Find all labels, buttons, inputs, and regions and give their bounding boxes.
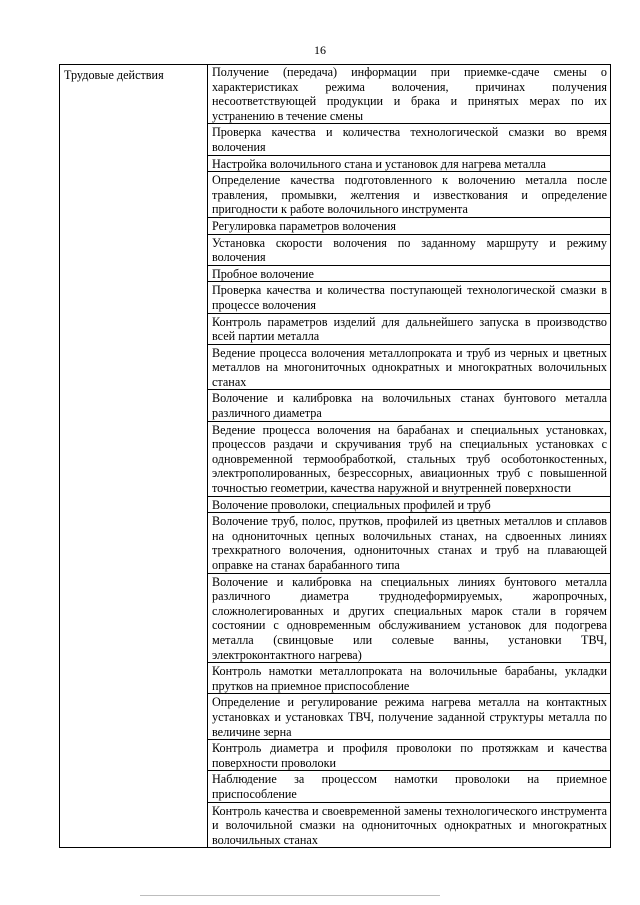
list-item: Определение и регулирование режима нагрева металла на контактных установках и установках ТВЧ, получение заданной структуры металла по величине зерна bbox=[208, 695, 610, 740]
list-item: Получение (передача) информации при приемке-сдаче смены о характеристиках режима волочения, причинах получения несоответствующей продукции и брака и принятых мерах по их устранению в течение смены bbox=[208, 65, 610, 124]
list-item: Волочение и калибровка на специальных линиях бунтового металла различного диаметра труднодеформируемых, жаропрочных, сложнолегированных и других специальных марок стали в горячем состоянии с одновременным обслуживанием установок для подогрева металла (свинцовые или солевые ванны, установки ТВЧ, электроконтактного нагрева) bbox=[208, 575, 610, 664]
list-item: Контроль диаметра и профиля проволоки по протяжкам и качества поверхности проволоки bbox=[208, 741, 610, 771]
actions-cell bbox=[208, 65, 611, 848]
list-item: Установка скорости волочения по заданному маршруту и режиму волочения bbox=[208, 236, 610, 266]
list-item: Настройка волочильного стана и установок для нагрева металла bbox=[208, 157, 610, 173]
list-item: Регулировка параметров волочения bbox=[208, 219, 610, 235]
list-item: Волочение труб, полос, прутков, профилей из цветных металлов и сплавов на однониточных цепных волочильных станах, на сдвоенных линиях трехкратного волочения, однониточных станах и труб на плавающей оправке на станах барабанного типа bbox=[208, 514, 610, 573]
list-item: Контроль качества и своевременной замены технологического инструмента и волочильной смазки на однониточных однократных и многократных волочильных станах bbox=[212, 803, 607, 847]
row-label: Трудовые действия bbox=[60, 65, 208, 848]
page-number: 16 bbox=[314, 43, 326, 57]
labor-actions-table bbox=[59, 64, 611, 848]
list-item: Ведение процесса волочения металлопроката и труб из черных и цветных металлов на многониточных однократных и многократных волочильных станах bbox=[208, 346, 610, 391]
list-item: Определение качества подготовленного к волочению металла после травления, промывки, желтения и известкования и определение пригодности к работе волочильного инструмента bbox=[208, 173, 610, 218]
list-item: Контроль параметров изделий для дальнейшего запуска в производство всей партии металла bbox=[208, 315, 610, 345]
list-item: Ведение процесса волочения на барабанах и специальных установках, процессов раздачи и скручивания труб на специальных установках с одновременной термообработкой, стальных труб особотонкостенных, электрополированных, безрессорных, авиационных труб с повышенной точностью геометрии, качества наружной и внутренней поверхности bbox=[208, 423, 610, 497]
list-item: Проверка качества и количества технологической смазки во время волочения bbox=[208, 125, 610, 155]
list-item: Волочение и калибровка на волочильных станах бунтового металла различного диаметра bbox=[208, 391, 610, 421]
list-item: Проверка качества и количества поступающей технологической смазки в процессе волочения bbox=[208, 283, 610, 313]
table-row bbox=[60, 65, 611, 848]
scan-edge-line bbox=[140, 895, 440, 896]
list-item: Контроль намотки металлопроката на волочильные барабаны, укладки прутков на приемное приспособление bbox=[208, 664, 610, 694]
list-item: Волочение проволоки, специальных профилей и труб bbox=[208, 498, 610, 514]
list-item: Пробное волочение bbox=[208, 267, 610, 283]
list-item: Наблюдение за процессом намотки проволоки на приемное приспособление bbox=[208, 772, 610, 802]
